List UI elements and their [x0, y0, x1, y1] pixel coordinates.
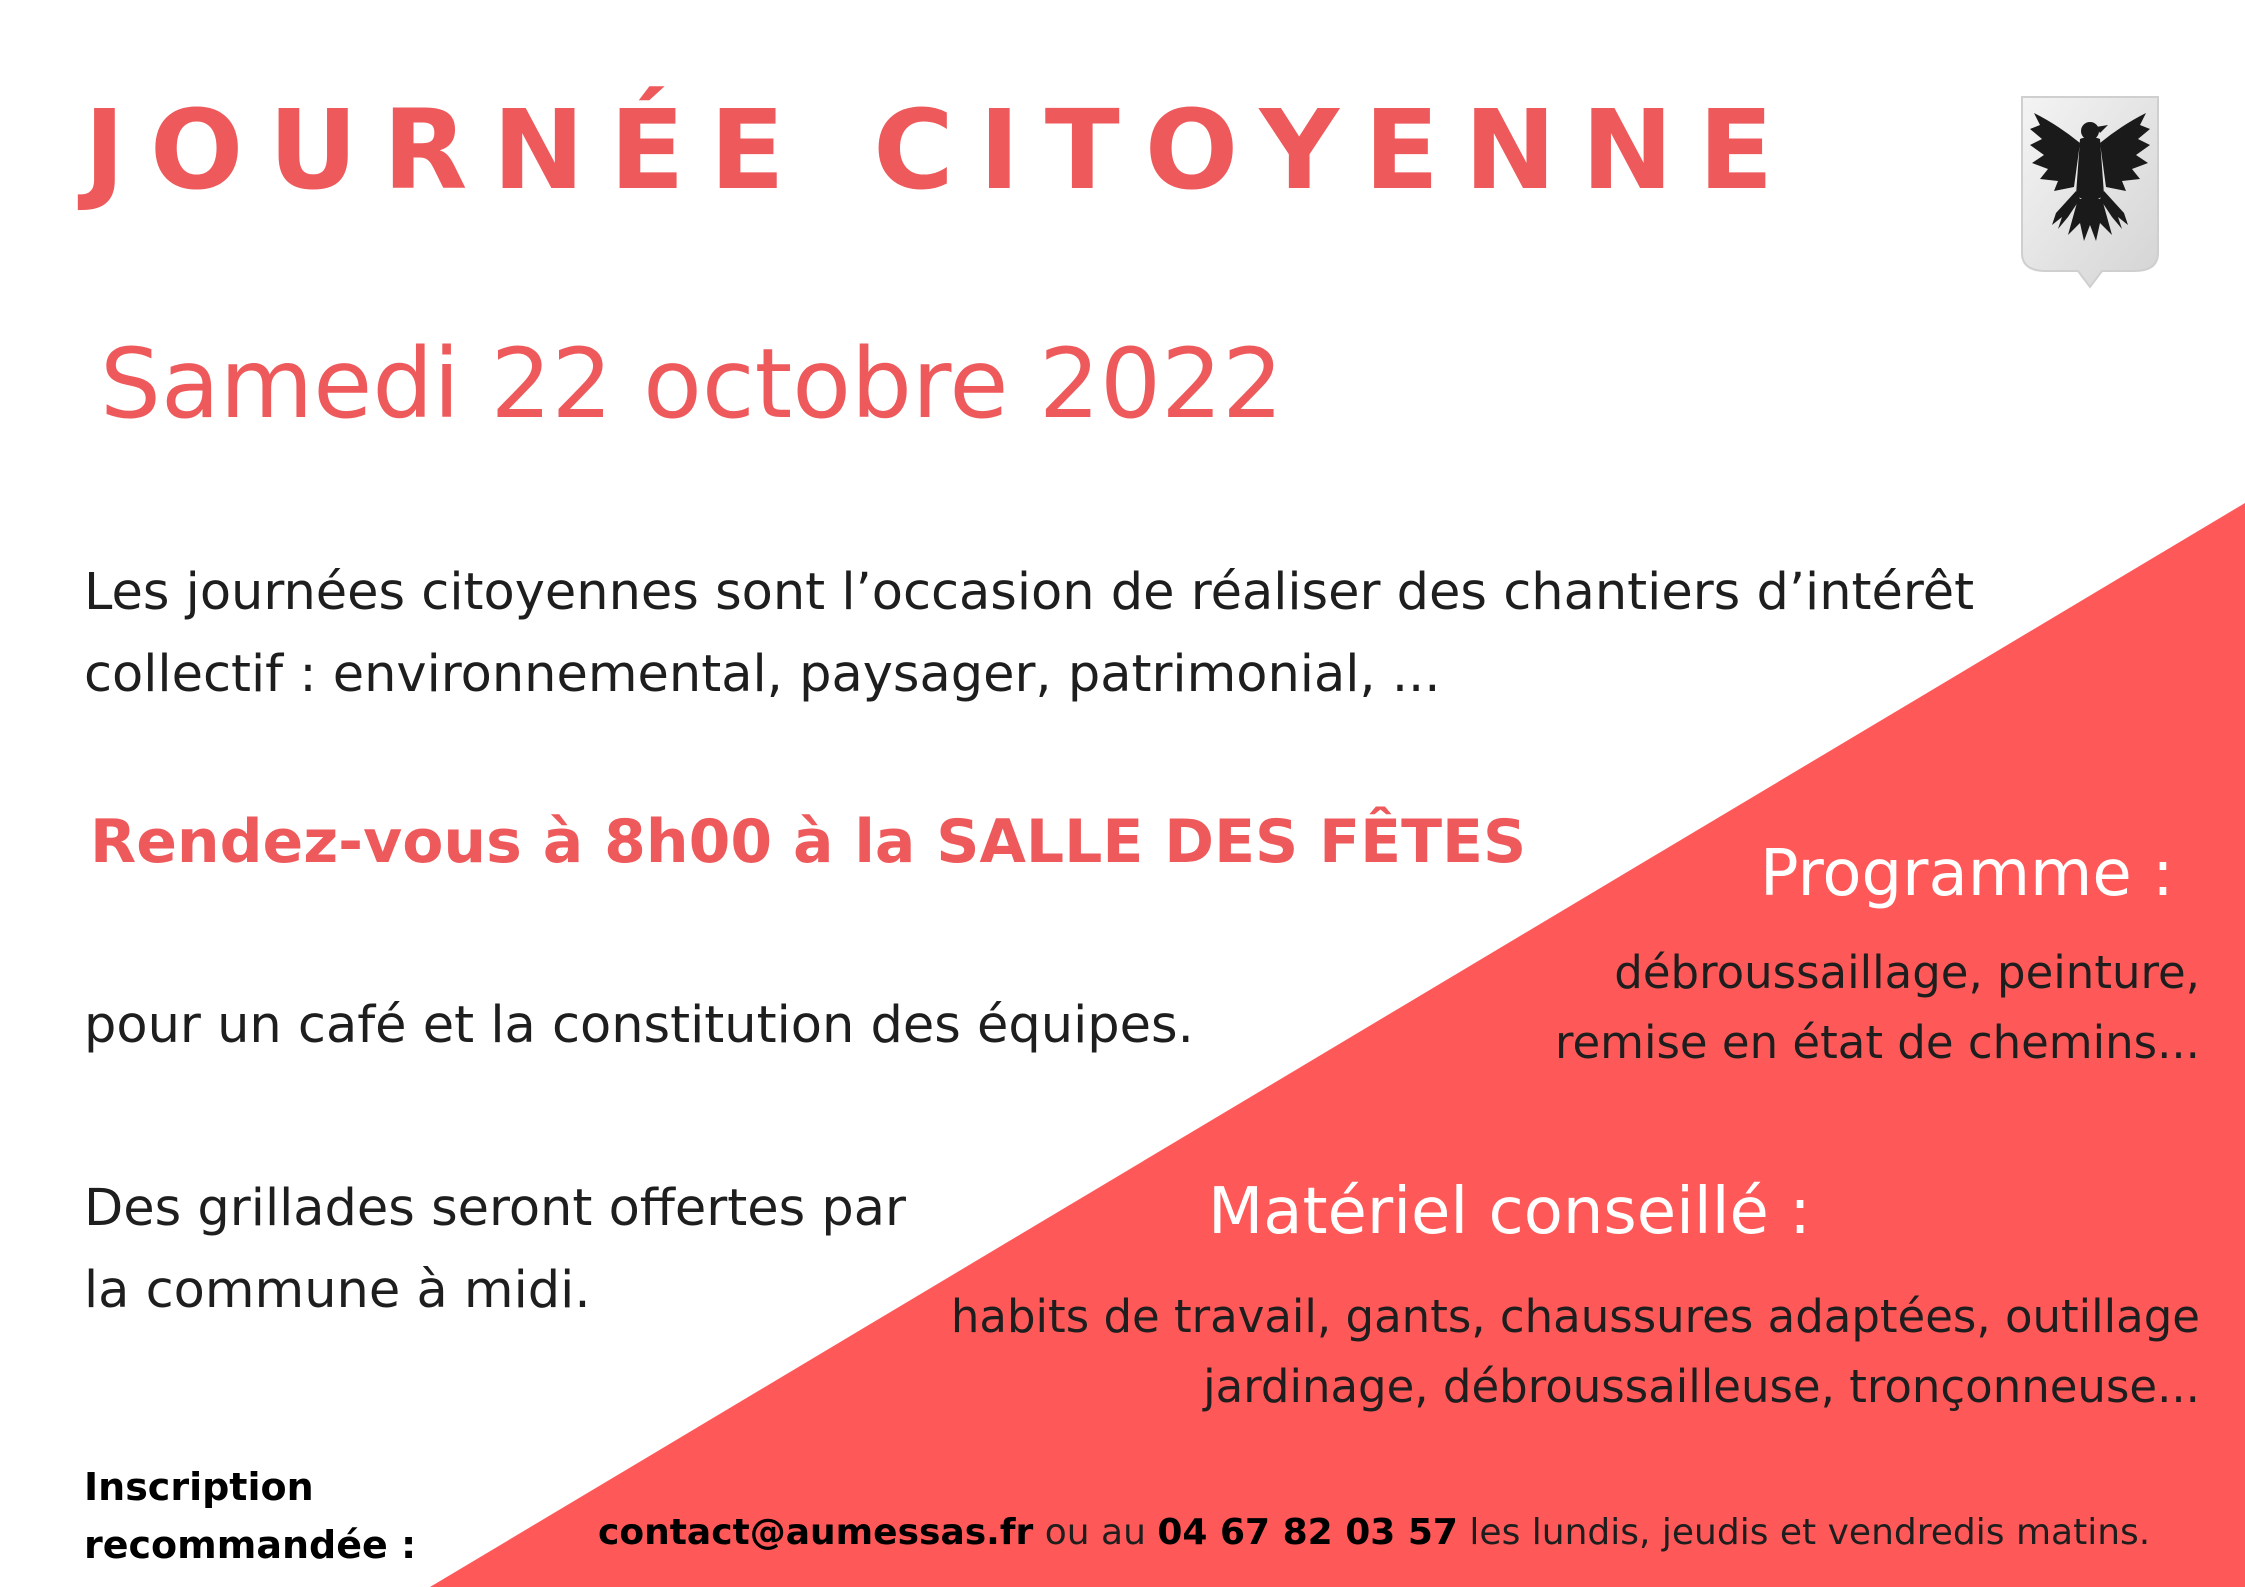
inscription-line: Inscription	[84, 1465, 314, 1509]
contact-line	[598, 1512, 2151, 1553]
event-date: Samedi 22 octobre 2022	[100, 328, 1284, 440]
rendezvous-heading: Rendez-vous à 8h00 à la SALLE DES FÊTES	[90, 807, 1527, 877]
grillades-line: la commune à midi.	[84, 1261, 591, 1320]
inscription-line: recommandée :	[84, 1523, 417, 1567]
programme-title: Programme :	[1760, 837, 2174, 911]
materiel-text	[900, 1282, 2200, 1422]
contact-separator: ou au	[1033, 1512, 1158, 1553]
programme-line: remise en état de chemins...	[1554, 1016, 2200, 1069]
eagle-coat-of-arms-icon	[2018, 95, 2162, 295]
grillades-paragraph	[84, 1168, 984, 1332]
cafe-text: pour un café et la constitution des équipes.	[84, 996, 1194, 1055]
intro-paragraph	[84, 552, 2044, 716]
contact-phone: 04 67 82 03 57	[1157, 1512, 1458, 1553]
intro-line: collectif : environnemental, paysager, patrimonial, ...	[84, 645, 1441, 704]
contact-days: les lundis, jeudis et vendredis matins.	[1457, 1512, 2151, 1553]
materiel-title: Matériel conseillé :	[1208, 1175, 1811, 1249]
contact-email-link[interactable]: contact@aumessas.fr	[598, 1512, 1034, 1553]
programme-line: débroussaillage, peinture,	[1614, 946, 2200, 999]
materiel-line: habits de travail, gants, chaussures adaptées, outillage	[950, 1290, 2200, 1343]
materiel-line: jardinage, débroussailleuse, tronçonneuse...	[1203, 1360, 2200, 1413]
inscription-label	[84, 1458, 416, 1574]
grillades-line: Des grillades seront offertes par	[84, 1179, 907, 1238]
intro-line: Les journées citoyennes sont l’occasion de réaliser des chantiers d’intérêt	[84, 563, 1975, 622]
programme-text	[1400, 938, 2200, 1078]
page-title: JOURNÉE CITOYENNE	[84, 86, 1799, 214]
